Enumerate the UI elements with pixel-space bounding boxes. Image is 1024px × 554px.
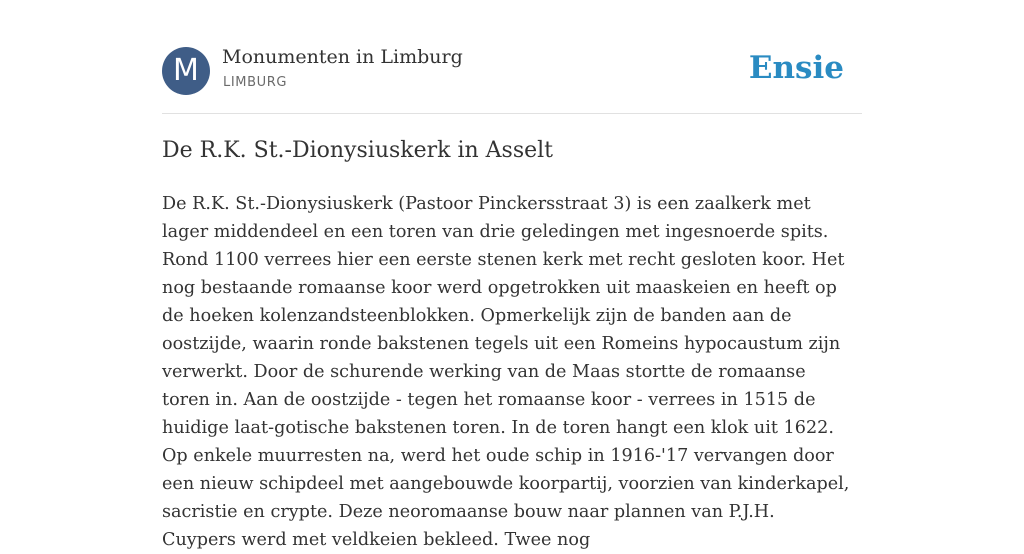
page-title: De R.K. St.-Dionysiuskerk in Asselt	[162, 138, 554, 163]
collection-title-link[interactable]: Monumenten in Limburg	[222, 46, 463, 68]
header	[162, 46, 862, 96]
collection-subtitle[interactable]: LIMBURG	[223, 75, 288, 90]
header-divider	[162, 113, 862, 114]
avatar[interactable]: M	[162, 47, 210, 95]
ensie-logo[interactable]: Ensie	[748, 50, 844, 86]
article-body: De R.K. St.-Dionysiuskerk (Pastoor Pinckersstraat 3) is een zaalkerk met lager middendeel en een toren van drie geledingen met ingesnoerde spits. Rond 1100 verrees hier een eerste stenen kerk met recht gesloten koor. Het nog bestaande romaanse koor werd opgetrokken uit maaskeien en heeft op de hoeken kolenzandsteenblokken. Opmerkelijk zijn de banden aan de oostzijde, waarin ronde bakstenen tegels uit een Romeins hypocaustum zijn verwerkt. Door de schurende werking van de Maas stortte de romaanse toren in. Aan de oostzijde - tegen het romaanse koor - verrees in 1515 de huidige laat-gotische bakstenen toren. In de toren hangt een klok uit 1622. Op enkele muurresten na, werd het oude schip in 1916-'17 vervangen door een nieuw schipdeel met aangebouwde koorpartij, voorzien van kinderkapel, sacristie en crypte. Deze neoromaanse bouw naar plannen van P.J.H. Cuypers werd met veldkeien bekleed. Twee nog	[162, 194, 850, 550]
